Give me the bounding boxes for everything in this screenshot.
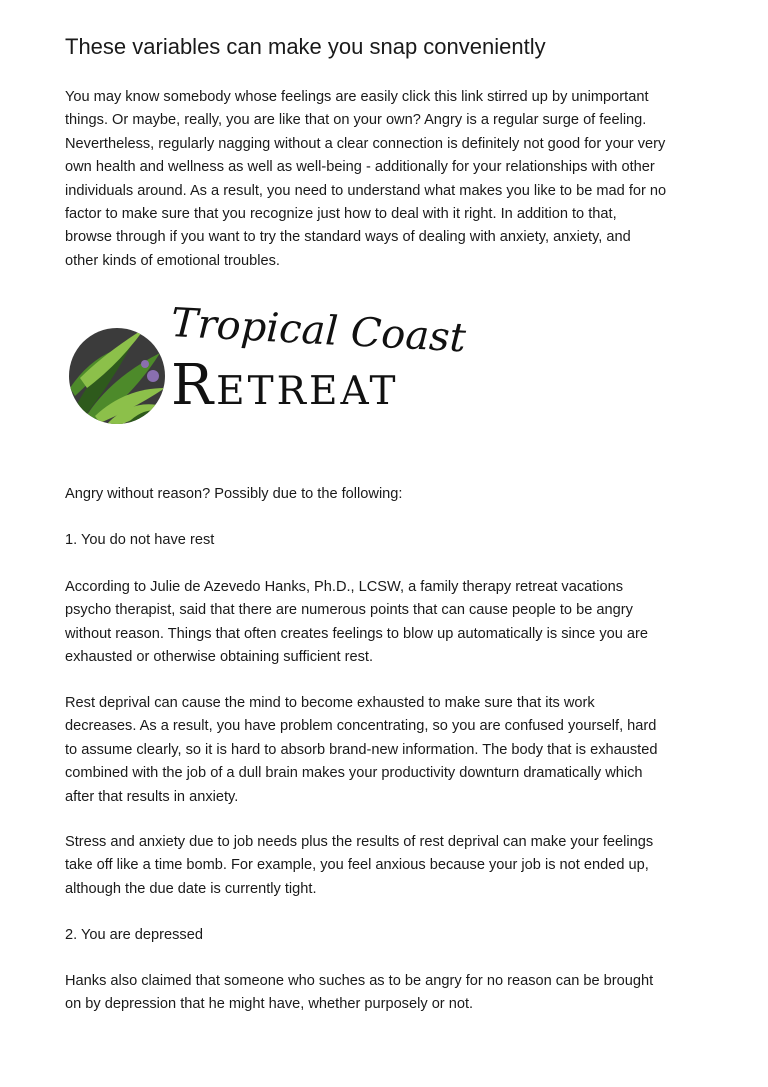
paragraph-2: [65, 692, 715, 809]
text-line: Hanks also claimed that someone who suches as to be angry for no reason can be brought: [65, 973, 654, 989]
tropical-coast-retreat-logo: [65, 298, 485, 428]
logo-text-retreat: Retreat: [171, 353, 399, 418]
text-line: own health and wellness as well as well-being - additionally for your relationships with other: [65, 159, 655, 176]
section-heading-1: [65, 529, 715, 552]
text-line: without reason. Things that often creates feelings to blow up automatically is since you are: [65, 625, 648, 642]
text-line: You may know somebody whose feelings are easily click this link stirred up by unimportant: [65, 89, 649, 105]
logo-text-tropical-coast: Tropical Coast: [169, 300, 467, 362]
subhead: [65, 483, 715, 506]
text-line: other kinds of emotional troubles.: [65, 252, 280, 269]
paragraph-3: [65, 831, 715, 901]
text-line: decreases. As a result, you have problem concentrating, so you are confused yourself, hard: [65, 718, 657, 735]
text-line: exhausted or otherwise obtaining sufficient rest.: [65, 649, 374, 666]
text-line: take off like a time bomb. For example, you feel anxious because your job is not ended up,: [65, 857, 649, 874]
section-heading-2: [65, 924, 715, 947]
intro-paragraph: [65, 86, 715, 273]
text-line: on by depression that he might have, whether purposely or not.: [65, 996, 474, 1013]
text-line: combined with the job of a dull brain makes your productivity downturn dramatically which: [65, 765, 643, 782]
paragraph-4: [65, 970, 715, 1017]
text-line: individuals around. As a result, you need to understand what makes you like to be mad for no: [65, 182, 667, 199]
page-title: These variables can make you snap conveniently: [65, 34, 546, 59]
text-line: browse through if you want to try the standard ways of dealing with anxiety, anxiety, and: [65, 229, 631, 246]
text-line: Rest deprival can cause the mind to become exhausted to make sure that its work: [65, 695, 595, 711]
text-line: 2. You are depressed: [65, 927, 203, 943]
text-line: Stress and anxiety due to job needs plus the results of rest deprival can make your feelings: [65, 834, 654, 850]
text-line: to assume clearly, so it is hard to absorb brand-new information. The body that is exhausted: [65, 741, 658, 758]
text-line: Angry without reason? Possibly due to the following:: [65, 486, 403, 502]
text-line: psycho therapist, said that there are numerous points that can cause people to be angry: [65, 602, 633, 619]
text-line: According to Julie de Azevedo Hanks, Ph.D., LCSW, a family therapy retreat vacations: [65, 579, 624, 595]
text-line: things. Or maybe, really, you are like that on your own? Angry is a regular surge of feeling.: [65, 112, 647, 129]
text-line: although the due date is currently tight.: [65, 880, 317, 897]
paragraph-1: [65, 576, 715, 670]
text-line: factor to make sure that you recognize just how to deal with it right. In addition to that,: [65, 206, 617, 223]
text-line: Nevertheless, regularly nagging without a clear connection is definitely not good for your very: [65, 135, 666, 152]
text-line: after that results in anxiety.: [65, 788, 239, 805]
text-line: 1. You do not have rest: [65, 532, 215, 548]
